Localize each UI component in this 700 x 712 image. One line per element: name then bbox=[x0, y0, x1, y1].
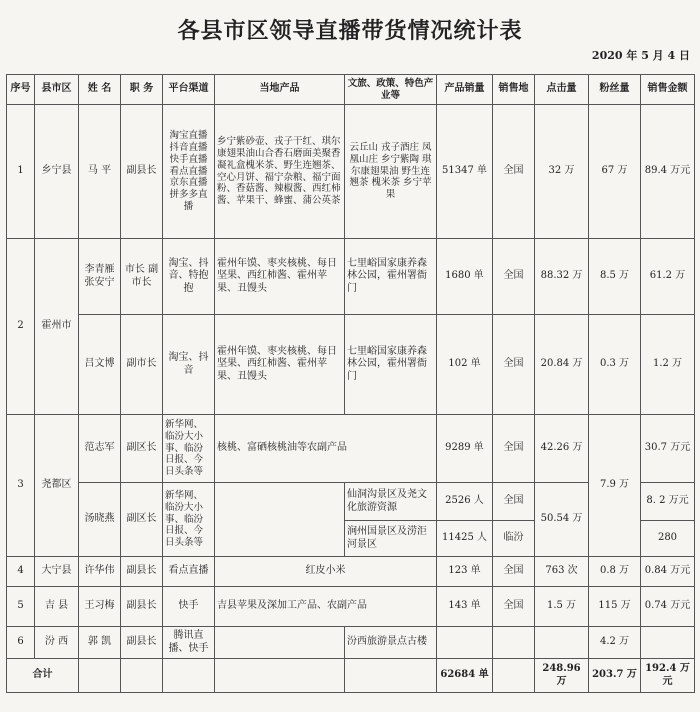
products-cell: 霍州年馍、枣夹核桃、每日坚果、西红柿酱、霍州苹果、丑馒头 bbox=[215, 315, 345, 415]
statistics-table bbox=[6, 74, 695, 693]
sales-cell: 51347 单 bbox=[437, 105, 493, 239]
header-cell: 职 务 bbox=[121, 75, 163, 105]
products-cell: 霍州年馍、枣夹核桃、每日坚果、西红柿酱、霍州苹果、丑馒头 bbox=[215, 239, 345, 315]
platform-cell: 淘宝、抖音、特抱抱 bbox=[163, 239, 215, 315]
amount-cell: 0.74 万元 bbox=[641, 587, 695, 627]
region-cell: 全国 bbox=[493, 587, 535, 627]
row-number: 4 bbox=[7, 557, 35, 587]
tourism-cell: 仙洞沟景区及尧文化旅游资源 bbox=[345, 483, 437, 521]
county-cell: 尧都区 bbox=[35, 415, 79, 557]
region-cell: 全国 bbox=[493, 315, 535, 415]
county-cell: 汾 西 bbox=[35, 627, 79, 659]
platform-cell: 看点直播 bbox=[163, 557, 215, 587]
sales-cell: 11425 人 bbox=[437, 521, 493, 557]
name-cell: 吕文博 bbox=[79, 315, 121, 415]
fans-cell: 8.5 万 bbox=[589, 239, 641, 315]
header-cell: 县市区 bbox=[35, 75, 79, 105]
platform-cell: 腾讯直播、快手 bbox=[163, 627, 215, 659]
sales-cell: 143 单 bbox=[437, 587, 493, 627]
header-cell: 点击量 bbox=[535, 75, 589, 105]
name-cell: 马 平 bbox=[79, 105, 121, 239]
county-cell: 大宁县 bbox=[35, 557, 79, 587]
total-fans: 203.7 万 bbox=[589, 659, 641, 693]
sales-cell: 1680 单 bbox=[437, 239, 493, 315]
name-cell: 范志军 bbox=[79, 415, 121, 483]
empty-cell bbox=[163, 659, 215, 693]
total-row bbox=[7, 659, 695, 693]
county-cell: 霍州市 bbox=[35, 239, 79, 415]
platform-cell: 淘宝直播 抖音直播 快手直播 看点直播 京东直播 拼多多直播 bbox=[163, 105, 215, 239]
empty-cell bbox=[215, 659, 345, 693]
header-row bbox=[7, 75, 695, 105]
products-cell: 吉县苹果及深加工产品、农副产品 bbox=[215, 587, 437, 627]
table-row bbox=[7, 105, 695, 239]
empty-cell bbox=[493, 659, 535, 693]
name-cell: 汤晓燕 bbox=[79, 483, 121, 557]
products-cell bbox=[215, 627, 345, 659]
table-row bbox=[7, 557, 695, 587]
row-number: 3 bbox=[7, 415, 35, 557]
position-cell: 市长 副市长 bbox=[121, 239, 163, 315]
clicks-cell: 32 万 bbox=[535, 105, 589, 239]
region-cell: 全国 bbox=[493, 415, 535, 483]
region-cell: 全国 bbox=[493, 105, 535, 239]
position-cell: 副区长 bbox=[121, 483, 163, 557]
sales-cell: 9289 单 bbox=[437, 415, 493, 483]
products-cell: 红皮小米 bbox=[215, 557, 437, 587]
amount-cell: 1.2 万 bbox=[641, 315, 695, 415]
region-cell: 临汾 bbox=[493, 521, 535, 557]
platform-cell: 快手 bbox=[163, 587, 215, 627]
position-cell: 副县长 bbox=[121, 627, 163, 659]
total-amount: 192.4 万元 bbox=[641, 659, 695, 693]
position-cell: 副县长 bbox=[121, 557, 163, 587]
table-row bbox=[7, 315, 695, 415]
position-cell: 副市长 bbox=[121, 315, 163, 415]
amount-cell: 30.7 万元 bbox=[641, 415, 695, 483]
products-cell bbox=[215, 483, 345, 557]
row-number: 1 bbox=[7, 105, 35, 239]
header-cell: 平台渠道 bbox=[163, 75, 215, 105]
amount-cell: 8. 2 万元 bbox=[641, 483, 695, 521]
clicks-cell: 20.84 万 bbox=[535, 315, 589, 415]
fans-cell: 0.3 万 bbox=[589, 315, 641, 415]
clicks-cell: 50.54 万 bbox=[535, 483, 589, 557]
tourism-cell: 云丘山 戎子酒庄 凤凰山庄 乡宁紫陶 琪尔康翅果油 野生连翘茶 槐米茶 乡宁苹果 bbox=[345, 105, 437, 239]
header-cell: 销售金额 bbox=[641, 75, 695, 105]
clicks-cell bbox=[535, 627, 589, 659]
position-cell: 副县长 bbox=[121, 587, 163, 627]
tourism-cell: 七里峪国家康养森林公园，霍州署衙门 bbox=[345, 315, 437, 415]
platform-cell: 淘宝、抖音 bbox=[163, 315, 215, 415]
total-clicks: 248.96 万 bbox=[535, 659, 589, 693]
empty-cell bbox=[121, 659, 163, 693]
header-cell: 粉丝量 bbox=[589, 75, 641, 105]
amount-cell: 0.84 万元 bbox=[641, 557, 695, 587]
header-cell: 序号 bbox=[7, 75, 35, 105]
header-cell: 当地产品 bbox=[215, 75, 345, 105]
sales-cell: 2526 人 bbox=[437, 483, 493, 521]
fans-cell: 4.2 万 bbox=[589, 627, 641, 659]
table-row bbox=[7, 415, 695, 483]
sales-cell: 123 单 bbox=[437, 557, 493, 587]
amount-cell: 61.2 万 bbox=[641, 239, 695, 315]
header-cell: 产品销量 bbox=[437, 75, 493, 105]
clicks-cell: 1.5 万 bbox=[535, 587, 589, 627]
position-cell: 副区长 bbox=[121, 415, 163, 483]
amount-cell: 89.4 万元 bbox=[641, 105, 695, 239]
clicks-cell: 42.26 万 bbox=[535, 415, 589, 483]
region-cell: 全国 bbox=[493, 483, 535, 521]
header-cell: 姓 名 bbox=[79, 75, 121, 105]
name-cell: 王习梅 bbox=[79, 587, 121, 627]
clicks-cell: 763 次 bbox=[535, 557, 589, 587]
row-number: 5 bbox=[7, 587, 35, 627]
region-cell bbox=[493, 627, 535, 659]
empty-cell bbox=[345, 659, 437, 693]
sales-cell: 102 单 bbox=[437, 315, 493, 415]
products-cell: 核桃、富硒核桃油等农副产品 bbox=[215, 415, 437, 483]
amount-cell bbox=[641, 627, 695, 659]
sales-cell bbox=[437, 627, 493, 659]
row-number: 2 bbox=[7, 239, 35, 415]
fans-cell: 0.8 万 bbox=[589, 557, 641, 587]
header-cell: 销售地 bbox=[493, 75, 535, 105]
header-cell: 文旅、政策、特色产业等 bbox=[345, 75, 437, 105]
tourism-cell: 涧州国景区及涝洰河景区 bbox=[345, 521, 437, 557]
name-cell: 李青雁 张安宁 bbox=[79, 239, 121, 315]
position-cell: 副县长 bbox=[121, 105, 163, 239]
platform-cell: 新华网、临汾大小事、临汾日报、今日头条等 bbox=[163, 483, 215, 557]
page-title: 各县市区领导直播带货情况统计表 bbox=[177, 19, 523, 44]
name-cell: 许华伟 bbox=[79, 557, 121, 587]
fans-cell: 67 万 bbox=[589, 105, 641, 239]
total-label: 合计 bbox=[7, 659, 79, 693]
empty-cell bbox=[79, 659, 121, 693]
tourism-cell: 七里峪国家康养森林公园，霍州署衙门 bbox=[345, 239, 437, 315]
table-row bbox=[7, 587, 695, 627]
clicks-cell: 88.32 万 bbox=[535, 239, 589, 315]
platform-cell: 新华网、临汾大小事、临汾日报、今日头条等 bbox=[163, 415, 215, 483]
fans-cell: 115 万 bbox=[589, 587, 641, 627]
row-number: 6 bbox=[7, 627, 35, 659]
county-cell: 吉 县 bbox=[35, 587, 79, 627]
county-cell: 乡宁县 bbox=[35, 105, 79, 239]
amount-cell: 280 bbox=[641, 521, 695, 557]
table-row bbox=[7, 627, 695, 659]
name-cell: 郭 凯 bbox=[79, 627, 121, 659]
region-cell: 全国 bbox=[493, 239, 535, 315]
table-row bbox=[7, 239, 695, 315]
tourism-cell: 汾西旅游景点古楼 bbox=[345, 627, 437, 659]
products-cell: 乡宁紫砂壶、戎子干红、琪尔康翅果油山合香石磨面美聚香凝礼盒槐米茶、野生连翘茶、空心月饼、福宁杂粮、福宁面粉、香菇酱、辣椒酱、西红柿酱、苹果干、蜂蜜、蒲公英茶 bbox=[215, 105, 345, 239]
report-date: 2020 年 5 月 4 日 bbox=[591, 49, 690, 62]
total-sales: 62684 单 bbox=[437, 659, 493, 693]
fans-cell: 7.9 万 bbox=[589, 415, 641, 557]
region-cell: 全国 bbox=[493, 557, 535, 587]
